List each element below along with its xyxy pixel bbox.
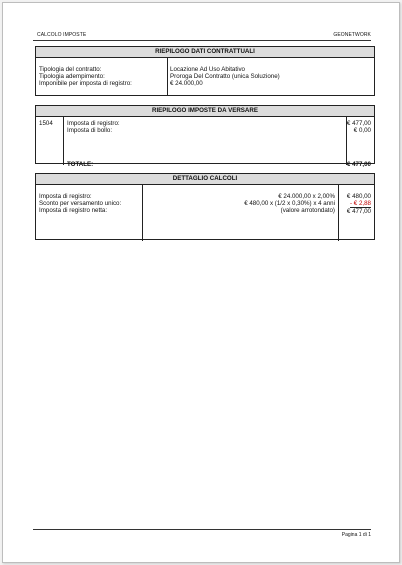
calc-result-net: € 477,00 bbox=[346, 208, 371, 216]
calc-labels bbox=[39, 193, 121, 215]
taxable-amount-label: Imponibile per imposta di registro: bbox=[39, 80, 132, 88]
calc-result-discount: - € 2,88 bbox=[350, 200, 371, 208]
page-number: Pagina 1 di 1 bbox=[341, 532, 371, 538]
registration-tax-label: Imposta di registro: bbox=[67, 120, 120, 127]
total-label: TOTALE: bbox=[67, 161, 94, 168]
stamp-duty-value: € 0,00 bbox=[353, 127, 371, 135]
column-divider bbox=[142, 185, 143, 241]
calc-formula-net: (valore arrotondato) bbox=[280, 207, 335, 215]
contract-summary-title: RIEPILOGO DATI CONTRATTUALI bbox=[36, 47, 374, 58]
fulfillment-type-value: Proroga Del Contratto (unica Soluzione) bbox=[170, 73, 280, 81]
registration-tax-value: € 477,00 bbox=[346, 120, 371, 127]
fulfillment-type-label: Tipologia adempimento: bbox=[39, 73, 105, 81]
calc-formula-discount: € 480,00 x (1/2 x 0,30%) x 4 anni bbox=[244, 200, 335, 208]
calculation-detail-box bbox=[35, 173, 375, 240]
taxes-summary-box bbox=[35, 105, 375, 168]
calc-label-registration: Imposta di registro: bbox=[39, 193, 92, 200]
calc-formulas bbox=[244, 193, 335, 215]
header-title: CALCOLO IMPOSTE bbox=[37, 32, 87, 38]
calc-result-registration: € 480,00 bbox=[346, 193, 371, 200]
tax-amounts bbox=[347, 120, 371, 134]
calc-label-discount: Sconto per versamento unico: bbox=[39, 200, 122, 208]
calculation-detail-title: DETTAGLIO CALCOLI bbox=[36, 174, 374, 185]
calc-formula-registration: € 24.000,00 x 2,00% bbox=[278, 193, 335, 200]
contract-type-value: Locazione Ad Uso Abitativo bbox=[170, 66, 245, 73]
calc-label-net: Imposta di registro netta: bbox=[39, 207, 108, 215]
taxable-amount-value: € 24.000,00 bbox=[170, 80, 203, 88]
contract-values bbox=[170, 66, 280, 88]
contract-labels bbox=[39, 66, 132, 88]
column-divider bbox=[167, 58, 168, 96]
column-divider bbox=[338, 185, 339, 241]
tax-code: 1504 bbox=[39, 120, 53, 127]
contract-summary-box bbox=[35, 46, 375, 96]
document-page bbox=[2, 2, 400, 563]
header-brand: GEONETWORK bbox=[333, 32, 371, 38]
page-footer bbox=[33, 529, 371, 538]
taxes-summary-title: RIEPILOGO IMPOSTE DA VERSARE bbox=[36, 106, 374, 117]
tax-labels bbox=[67, 120, 120, 134]
page-header bbox=[33, 32, 371, 41]
stamp-duty-label: Imposta di bollo: bbox=[67, 127, 113, 135]
calc-results bbox=[347, 193, 371, 216]
contract-type-label: Tipologia del contratto: bbox=[39, 66, 102, 73]
total-value: € 477,00 bbox=[346, 161, 371, 168]
column-divider bbox=[63, 117, 64, 165]
